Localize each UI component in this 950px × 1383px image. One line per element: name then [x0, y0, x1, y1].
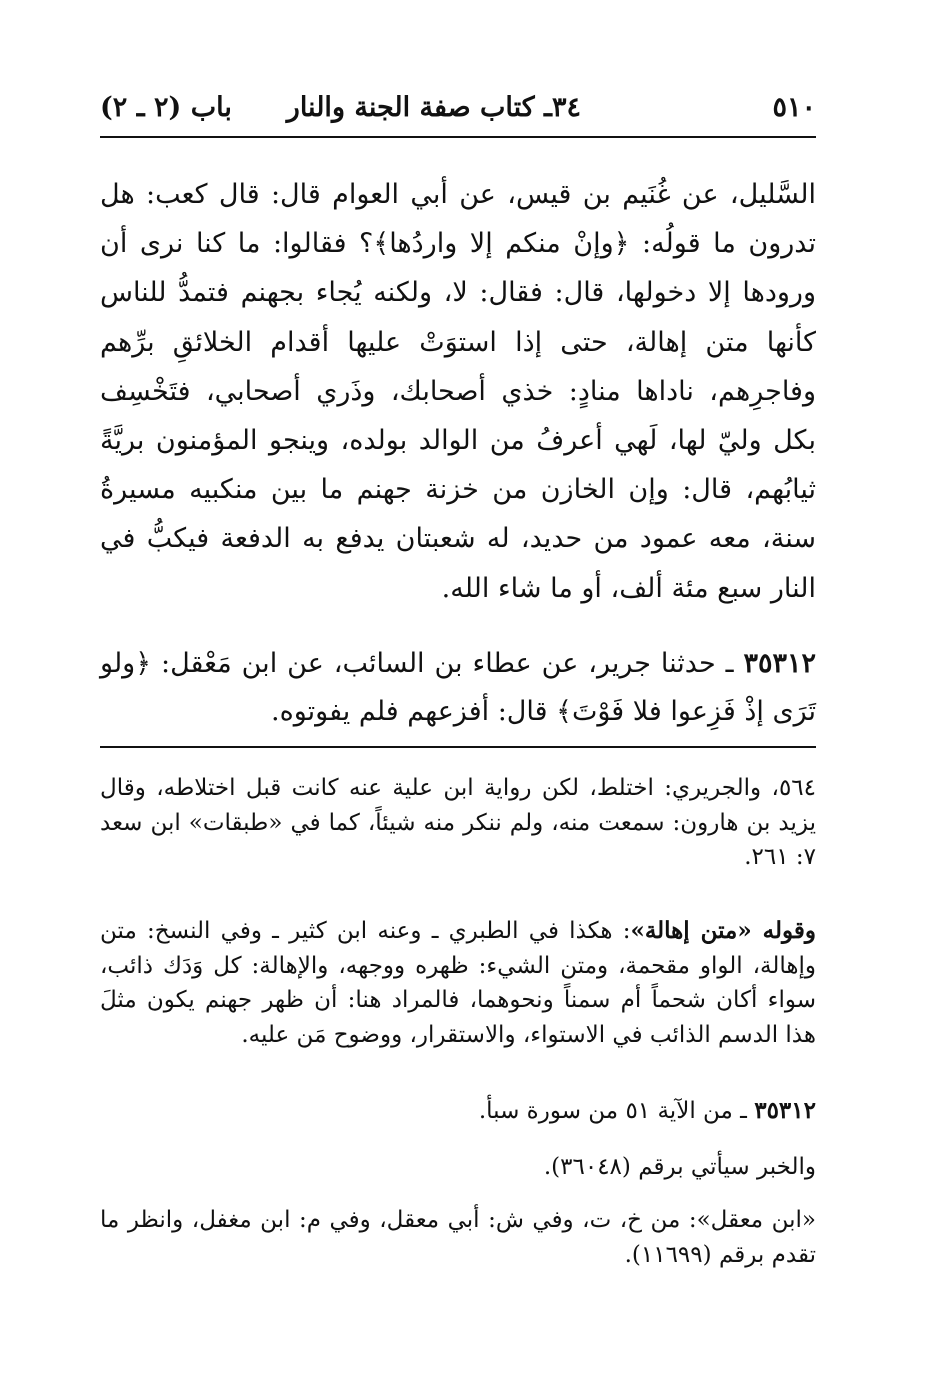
footnote-number: ٣٥٣١٢ [754, 1097, 816, 1124]
footnote-rule [100, 746, 816, 748]
footnote-text: «ابن معقل»: من خ، ت، وفي ش: أبي معقل، وفي م: ابن مغفل، وانظر ما تقدم برقم (١١٦٩٩). [100, 1207, 816, 1268]
chapter-label: باب (٢ ـ ٢) [100, 92, 232, 123]
footnote-4 [100, 1150, 816, 1185]
page-number: ٥١٠ [772, 92, 816, 123]
hadith-entry [100, 640, 816, 736]
entry-paragraph [100, 640, 816, 736]
footnote-2 [100, 914, 816, 1052]
footnote-5 [100, 1203, 816, 1272]
footnote-paragraph [100, 1094, 816, 1129]
book-title: ٣٤ـ كتاب صفة الجنة والنار [286, 92, 581, 123]
header-rule [100, 136, 816, 138]
footnote-1 [100, 771, 816, 875]
page-header [100, 92, 816, 132]
main-text [100, 170, 816, 613]
footnote-text: ٥٦٤، والجريري: اختلط، لكن رواية ابن علية عنه كانت قبل اختلاطه، وقال يزيد بن هارون: سمعت منه، ولم ننكر منه شيئاً، كما في «طبقات» ابن سعد ٧: ٢٦١. [100, 775, 816, 871]
entry-text: ـ حدثنا جرير، عن عطاء بن السائب، عن ابن مَعْقل: ﴿ولو تَرَى إذْ فَزِعوا فلا فَوْتَ﴾ قال: أفزعهم فلم يفوتوه. [100, 648, 816, 727]
footnote-lead: وقوله «متن إهالة» [630, 917, 816, 944]
footnote-text: : هكذا في الطبري ـ وعنه ابن كثير ـ وفي النسخ: متن وإهالة، الواو مقحمة، ومتن الشيء: ظهره ووجهه، والإهالة: كل وَدَك ذائب، سواء أكان شحماً أم سمناً ونحوهما، فالمراد هنا: أن ظهر جهنم يكون مثلَ هذا الدسم الذائب في الاستواء، والاستقرار، ووضوح مَن عليه. [100, 918, 816, 1048]
footnote-text: والخبر سيأتي برقم (٣٦٠٤٨). [543, 1154, 816, 1180]
footnote-paragraph [100, 914, 816, 1052]
footnote-3 [100, 1094, 816, 1129]
entry-number: ٣٥٣١٢ [743, 648, 816, 679]
main-paragraph: السَّليل، عن غُنَيم بن قيس، عن أبي العوام قال: قال كعب: هل تدرون ما قولُه: ﴿وإنْ منكم إلا واردُها﴾؟ فقالوا: ما كنا نرى أن ورودها إلا دخولها، قال: فقال: لا، ولكنه يُجاء بجهنم فتمدُّ للناس كأنها متن إهالة، حتى إذا استوَتْ عليها أقدام الخلائقِ برِّهم وفاجرِهم، ناداها منادٍ: خذي أصحابك، وذَري أصحابي، فتَخْسِف بكل وليّ لها، لَهي أعرفُ من الوالد بولده، وينجو المؤمنون بريَّةً ثيابُهم، قال: وإن الخازن من خزنة جهنم ما بين منكبيه مسيرةُ سنة، معه عمود من حديد، له شعبتان يدفع به الدفعة فيكبُّ في النار سبع مئة ألف، أو ما شاء الله. [100, 179, 816, 604]
footnote-text: ـ من الآية ٥١ من سورة سبأ. [478, 1098, 755, 1124]
